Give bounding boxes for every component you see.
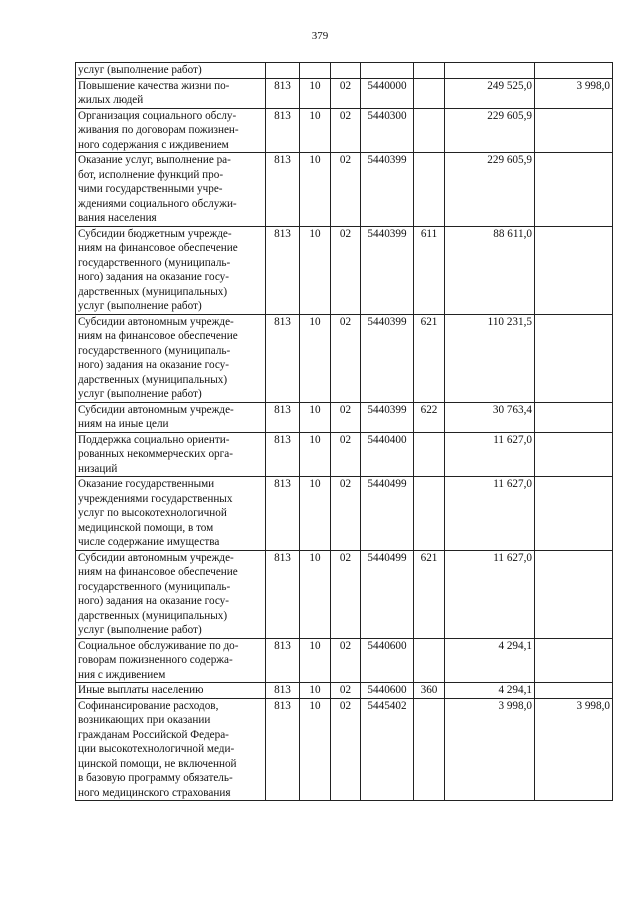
row-name-line: Поддержка социально ориенти- xyxy=(78,433,230,446)
table-row xyxy=(76,638,613,683)
row-name-line: государственного (муниципаль- xyxy=(78,580,231,593)
amount: 110 231,5 xyxy=(445,314,535,402)
page-number: 379 xyxy=(311,30,329,42)
section-code: 10 xyxy=(300,314,331,402)
row-name-line: государственного (муниципаль- xyxy=(78,344,231,357)
row-name-line: ниям на финансовое обеспечение xyxy=(78,242,238,254)
ministry-code: 813 xyxy=(266,314,300,402)
expense-type xyxy=(414,153,445,227)
row-name-line: ного) задания на оказание госу- xyxy=(78,271,229,283)
section-code: 10 xyxy=(300,698,331,801)
amount: 11 627,0 xyxy=(445,477,535,551)
row-name-line: Оказание услуг, выполнение ра- xyxy=(78,154,231,166)
row-name xyxy=(76,153,266,227)
amount-secondary xyxy=(535,683,613,699)
table-row xyxy=(76,153,613,227)
row-name xyxy=(76,550,266,638)
expense-type: 621 xyxy=(414,550,445,638)
amount-secondary xyxy=(535,108,613,153)
row-name-line: государственного (муниципаль- xyxy=(78,256,231,269)
row-name-line: бот, исполнение функций про- xyxy=(78,168,224,181)
row-name-line: Оказание государственными xyxy=(78,478,215,490)
row-name-line: жилых людей xyxy=(78,94,144,106)
expense-type: 360 xyxy=(414,683,445,699)
ministry-code: 813 xyxy=(266,78,300,108)
section-code: 10 xyxy=(300,477,331,551)
section-code: 10 xyxy=(300,153,331,227)
amount: 4 294,1 xyxy=(445,683,535,699)
amount-secondary xyxy=(535,63,613,79)
row-name-line: учреждениями государственных xyxy=(78,492,233,505)
amount-secondary: 3 998,0 xyxy=(535,78,613,108)
subsection-code xyxy=(331,63,361,79)
row-name-line: дарственных (муниципальных) xyxy=(78,373,228,386)
expense-type: 621 xyxy=(414,314,445,402)
amount: 4 294,1 xyxy=(445,638,535,683)
row-name-line: дарственных (муниципальных) xyxy=(78,285,228,298)
ministry-code: 813 xyxy=(266,432,300,477)
row-name-line: ного медицинского страхования xyxy=(78,786,231,799)
target-article: 5440600 xyxy=(361,683,414,699)
ministry-code xyxy=(266,63,300,79)
expense-type xyxy=(414,638,445,683)
row-name-line: услуг (выполнение работ) xyxy=(78,624,202,636)
row-name-line: цинской помощи, не включенной xyxy=(78,757,237,770)
row-name-line: ции высокотехнологичной меди- xyxy=(78,743,235,755)
row-name-line: ного) задания на оказание госу- xyxy=(78,595,229,607)
row-name-line: чими государственными учре- xyxy=(78,183,223,195)
amount-secondary xyxy=(535,314,613,402)
row-name xyxy=(76,226,266,314)
row-name-line: живания по договорам пожизнен- xyxy=(78,124,239,136)
target-article xyxy=(361,63,414,79)
target-article: 5440499 xyxy=(361,477,414,551)
target-article: 5440399 xyxy=(361,314,414,402)
row-name-line: возникающих при оказании xyxy=(78,714,211,726)
row-name xyxy=(76,432,266,477)
row-name xyxy=(76,78,266,108)
amount-secondary xyxy=(535,477,613,551)
row-name xyxy=(76,63,266,79)
row-name-line: ждениями социального обслужи- xyxy=(78,197,237,210)
row-name-line: ного содержания с иждивением xyxy=(78,138,229,151)
subsection-code: 02 xyxy=(331,477,361,551)
ministry-code: 813 xyxy=(266,550,300,638)
row-name-line: Иные выплаты населению xyxy=(78,684,204,696)
target-article: 5440399 xyxy=(361,226,414,314)
row-name-line: услуг (выполнение работ) xyxy=(78,388,202,400)
target-article: 5440400 xyxy=(361,432,414,477)
row-name-line: услуг (выполнение работ) xyxy=(78,300,202,312)
row-name-line: Повышение качества жизни по- xyxy=(78,79,230,92)
table-row xyxy=(76,432,613,477)
expense-type: 622 xyxy=(414,402,445,432)
amount: 249 525,0 xyxy=(445,78,535,108)
row-name xyxy=(76,402,266,432)
amount-secondary xyxy=(535,638,613,683)
row-name-line: ного) задания на оказание госу- xyxy=(78,359,229,371)
subsection-code: 02 xyxy=(331,78,361,108)
expense-type xyxy=(414,63,445,79)
subsection-code: 02 xyxy=(331,698,361,801)
amount-secondary xyxy=(535,550,613,638)
table-row xyxy=(76,683,613,699)
amount: 30 763,4 xyxy=(445,402,535,432)
ministry-code: 813 xyxy=(266,402,300,432)
row-name-line: Субсидии автономным учрежде- xyxy=(78,403,234,416)
table-row xyxy=(76,314,613,402)
row-name xyxy=(76,477,266,551)
section-code: 10 xyxy=(300,683,331,699)
target-article: 5440499 xyxy=(361,550,414,638)
subsection-code: 02 xyxy=(331,108,361,153)
target-article: 5440300 xyxy=(361,108,414,153)
row-name-line: низаций xyxy=(78,462,118,475)
section-code: 10 xyxy=(300,638,331,683)
ministry-code: 813 xyxy=(266,226,300,314)
section-code: 10 xyxy=(300,402,331,432)
ministry-code: 813 xyxy=(266,683,300,699)
row-name xyxy=(76,683,266,699)
table-row xyxy=(76,108,613,153)
row-name xyxy=(76,314,266,402)
row-name-line: числе содержание имущества xyxy=(78,536,220,548)
subsection-code: 02 xyxy=(331,550,361,638)
row-name-line: в базовую программу обязатель- xyxy=(78,772,233,784)
amount-secondary xyxy=(535,153,613,227)
expense-type xyxy=(414,78,445,108)
amount: 11 627,0 xyxy=(445,432,535,477)
row-name-line: Субсидии автономным учрежде- xyxy=(78,551,234,564)
expense-type xyxy=(414,698,445,801)
expense-type xyxy=(414,108,445,153)
table-row xyxy=(76,402,613,432)
row-name xyxy=(76,638,266,683)
table-row xyxy=(76,63,613,79)
amount: 229 605,9 xyxy=(445,108,535,153)
row-name-line: Социальное обслуживание по до- xyxy=(78,639,239,652)
ministry-code: 813 xyxy=(266,108,300,153)
target-article: 5440399 xyxy=(361,153,414,227)
row-name-line: Софинансирование расходов, xyxy=(78,699,219,712)
row-name-line: Организация социального обслу- xyxy=(78,109,237,122)
row-name-line: ния с иждивением xyxy=(78,668,166,681)
row-name-line: дарственных (муниципальных) xyxy=(78,609,228,622)
row-name-line: гражданам Российской Федера- xyxy=(78,728,229,741)
row-name-line: ниям на финансовое обеспечение xyxy=(78,330,238,342)
amount-secondary xyxy=(535,432,613,477)
subsection-code: 02 xyxy=(331,402,361,432)
ministry-code: 813 xyxy=(266,477,300,551)
subsection-code: 02 xyxy=(331,432,361,477)
ministry-code: 813 xyxy=(266,698,300,801)
row-name-line: услуг (выполнение работ) xyxy=(78,64,202,76)
target-article: 5440600 xyxy=(361,638,414,683)
row-name-line: ниям на финансовое обеспечение xyxy=(78,566,238,578)
amount xyxy=(445,63,535,79)
section-code: 10 xyxy=(300,78,331,108)
expense-type xyxy=(414,432,445,477)
amount-secondary xyxy=(535,402,613,432)
table-row xyxy=(76,226,613,314)
table-row xyxy=(76,477,613,551)
ministry-code: 813 xyxy=(266,638,300,683)
row-name-line: говорам пожизненного содержа- xyxy=(78,654,233,666)
subsection-code: 02 xyxy=(331,314,361,402)
expense-type: 611 xyxy=(414,226,445,314)
row-name-line: услуг по высокотехнологичной xyxy=(78,507,227,519)
table-row xyxy=(76,550,613,638)
subsection-code: 02 xyxy=(331,683,361,699)
row-name xyxy=(76,108,266,153)
section-code: 10 xyxy=(300,226,331,314)
subsection-code: 02 xyxy=(331,226,361,314)
section-code: 10 xyxy=(300,550,331,638)
amount: 229 605,9 xyxy=(445,153,535,227)
subsection-code: 02 xyxy=(331,638,361,683)
amount: 3 998,0 xyxy=(445,698,535,801)
amount: 88 611,0 xyxy=(445,226,535,314)
ministry-code: 813 xyxy=(266,153,300,227)
target-article: 5440000 xyxy=(361,78,414,108)
section-code: 10 xyxy=(300,432,331,477)
row-name xyxy=(76,698,266,801)
row-name-line: медицинской помощи, в том xyxy=(78,521,214,534)
row-name-line: рованных некоммерческих орга- xyxy=(78,448,233,460)
section-code: 10 xyxy=(300,108,331,153)
target-article: 5440399 xyxy=(361,402,414,432)
row-name-line: вания населения xyxy=(78,212,157,224)
row-name-line: ниям на иные цели xyxy=(78,418,169,430)
amount-secondary xyxy=(535,226,613,314)
subsection-code: 02 xyxy=(331,153,361,227)
table-row xyxy=(76,698,613,801)
budget-table xyxy=(75,62,613,801)
amount: 11 627,0 xyxy=(445,550,535,638)
section-code xyxy=(300,63,331,79)
target-article: 5445402 xyxy=(361,698,414,801)
row-name-line: Субсидии автономным учрежде- xyxy=(78,315,234,328)
amount-secondary: 3 998,0 xyxy=(535,698,613,801)
row-name-line: Субсидии бюджетным учрежде- xyxy=(78,227,232,240)
expense-type xyxy=(414,477,445,551)
table-row xyxy=(76,78,613,108)
